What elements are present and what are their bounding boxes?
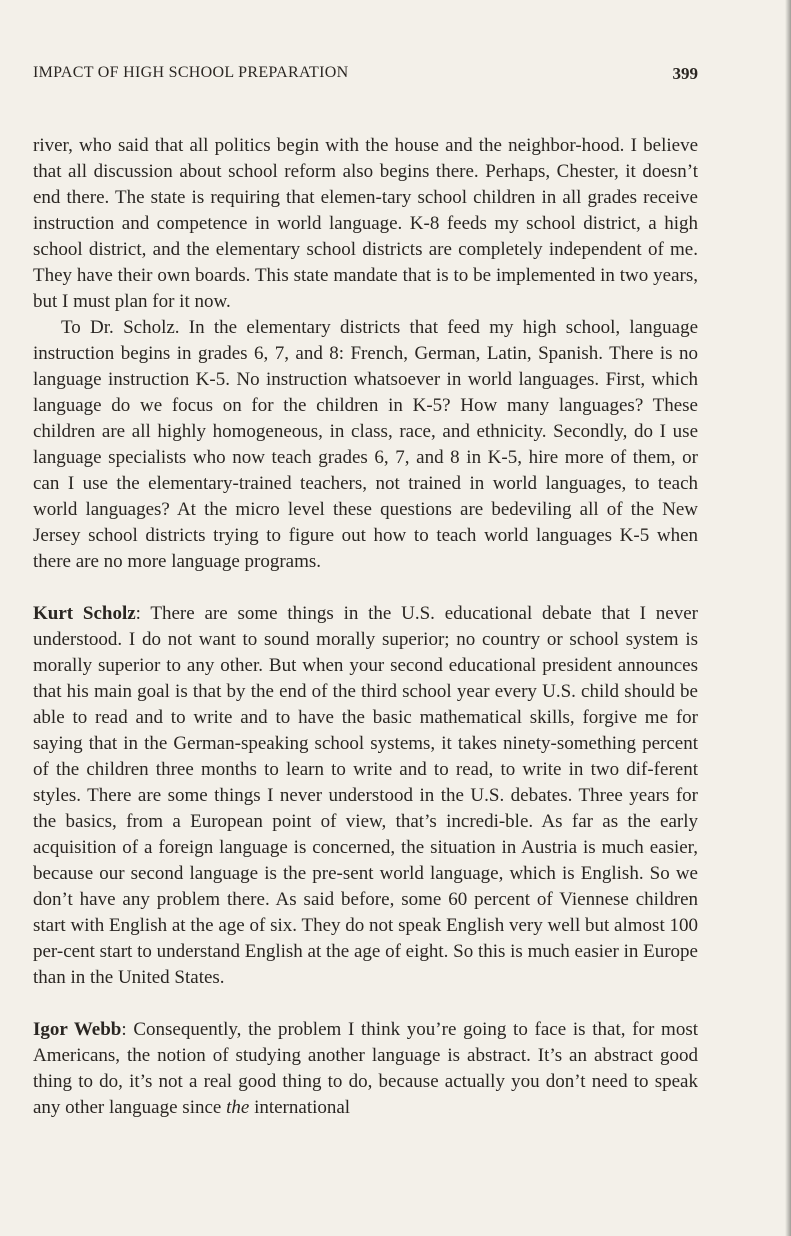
body-text <box>33 133 698 1121</box>
paragraph-continuation: river, who said that all politics begin with the house and the neighbor-hood. I believe that all discussion about school reform also begins there. Perhaps, Chester, it doesn’t end there. The state is requiring that elemen-tary school children in all grades receive instruction and competence in world language. K-8 feeds my school district, a high school district, and the elementary school districts are completely independent of me. They have their own boards. This state mandate that is to be implemented in two years, but I must plan for it now. <box>33 135 698 312</box>
paragraph-to-dr-scholz: To Dr. Scholz. In the elementary districts that feed my high school, language instruction begins in grades 6, 7, and 8: French, German, Latin, Spanish. There is no language instruction K-5. No instruction whatsoever in world languages. First, which language do we focus on for the children in K-5? How many languages? These children are all highly homogeneous, in class, race, and ethnicity. Secondly, do I use language specialists who now teach grades 6, 7, and 8 in K-5, hire more of them, or can I use the elementary-trained teachers, not trained in world languages, to teach world languages? At the micro level these questions are bedeviling all of the New Jersey school districts trying to figure out how to teach world languages K-5 when there are no more language programs. <box>33 317 698 572</box>
emphasis-text: the <box>226 1097 250 1118</box>
speech-igor-webb <box>33 1017 698 1121</box>
page-number: 399 <box>672 64 698 83</box>
speech-text: : Consequently, the problem I think you’re going to face is that, for most Americans, the notion of studying another language is abstract. It’s an abstract good thing to do, it’s not a real good thing to do, because actually you don’t need to speak any other language since <box>33 1019 698 1118</box>
speaker-name: Igor Webb <box>33 1019 122 1040</box>
page-edge-shadow <box>785 0 791 1236</box>
speaker-name: Kurt Scholz <box>33 603 136 624</box>
speech-kurt-scholz <box>33 601 698 991</box>
speech-text: : There are some things in the U.S. educational debate that I never understood. I do not want to sound morally superior; no country or school system is morally superior to any other. But when your second educational president announces that his main goal is that by the end of the third school year every U.S. child should be able to read and to write and to have the basic mathematical skills, forgive me for saying that in the German-speaking school systems, it takes ninety-something percent of the children three months to learn to write and to read, to write in two dif-ferent styles. There are some things I never understood in the U.S. debates. Three years for the basics, from a European point of view, that’s incredi-ble. As far as the early acquisition of a foreign language is concerned, the situation in Austria is much easier, because our second language is the pre-sent world language, which is English. So we don’t have any problem there. As said before, some 60 percent of Viennese children start with English at the age of six. They do not speak English very well but almost 100 per-cent start to understand English at the age of eight. So this is much easier in Europe than in the United States. <box>33 603 698 988</box>
running-title: IMPACT OF HIGH SCHOOL PREPARATION <box>33 64 349 81</box>
speech-text-end: international <box>249 1097 351 1118</box>
running-head <box>33 64 698 88</box>
